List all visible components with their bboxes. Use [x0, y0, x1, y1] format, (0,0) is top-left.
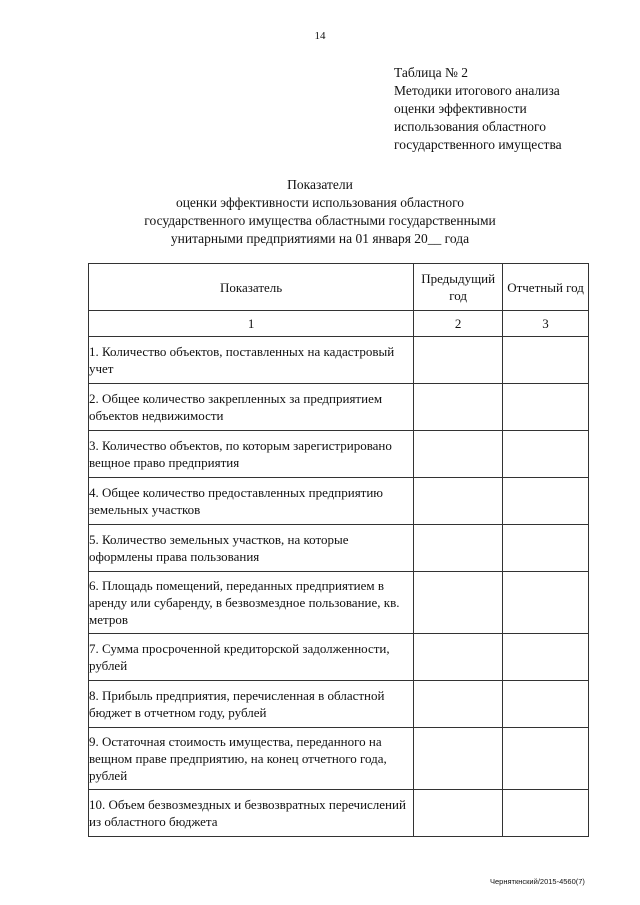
- previous-year-cell: [414, 790, 503, 837]
- document-title: [0, 176, 640, 248]
- current-year-cell: [503, 681, 589, 728]
- indicator-label: 1. Количество объектов, поставленных на кадастровый учет: [89, 337, 414, 384]
- page-number: 14: [314, 30, 326, 42]
- title-line: оценки эффективности использования областного: [175, 195, 465, 210]
- table-row: [89, 634, 589, 681]
- previous-year-cell: [414, 478, 503, 525]
- current-year-cell: [503, 790, 589, 837]
- indicator-label: 6. Площадь помещений, переданных предприятием в аренду или субаренду, в безвозмездное пользование, кв. метров: [89, 572, 414, 634]
- current-year-cell: [503, 634, 589, 681]
- current-year-cell: [503, 431, 589, 478]
- table-row: [89, 572, 589, 634]
- indicator-label: 4. Общее количество предоставленных предприятию земельных участков: [89, 478, 414, 525]
- header-indicator: Показатель: [89, 264, 414, 311]
- title-line: государственного имущества областными государственными: [144, 213, 496, 228]
- table-row: [89, 431, 589, 478]
- column-number-row: [89, 311, 589, 337]
- indicator-label: 2. Общее количество закрепленных за предприятием объектов недвижимости: [89, 384, 414, 431]
- column-number: 1: [89, 311, 414, 337]
- attachment-line: Методики итогового анализа: [394, 83, 560, 98]
- indicator-label: 9. Остаточная стоимость имущества, переданного на вещном праве предприятию, на конец отчетного года, рублей: [89, 728, 414, 790]
- header-previous-year: Предыдущий год: [414, 264, 503, 311]
- previous-year-cell: [414, 634, 503, 681]
- current-year-cell: [503, 728, 589, 790]
- current-year-cell: [503, 384, 589, 431]
- indicator-label: 3. Количество объектов, по которым зарегистрировано вещное право предприятия: [89, 431, 414, 478]
- column-number: 2: [414, 311, 503, 337]
- previous-year-cell: [414, 525, 503, 572]
- indicators-table: [88, 263, 589, 837]
- attachment-line: использования областного: [394, 119, 546, 134]
- column-number: 3: [503, 311, 589, 337]
- attachment-line: оценки эффективности: [394, 101, 527, 116]
- table-row: [89, 384, 589, 431]
- indicator-label: 7. Сумма просроченной кредиторской задолженности, рублей: [89, 634, 414, 681]
- table-row: [89, 728, 589, 790]
- attachment-line: Таблица № 2: [394, 65, 468, 80]
- footer-stamp: Черняткнский/2015-4560(7): [490, 877, 585, 886]
- current-year-cell: [503, 478, 589, 525]
- current-year-cell: [503, 572, 589, 634]
- title-line: Показатели: [287, 177, 353, 192]
- header-current-year: Отчетный год: [503, 264, 589, 311]
- current-year-cell: [503, 525, 589, 572]
- table-row: [89, 681, 589, 728]
- attachment-note: [394, 64, 562, 154]
- table-header-row: [89, 264, 589, 311]
- title-line: унитарными предприятиями на 01 января 20__ года: [170, 231, 470, 246]
- current-year-cell: [503, 337, 589, 384]
- table-row: [89, 790, 589, 837]
- attachment-line: государственного имущества: [394, 137, 562, 152]
- previous-year-cell: [414, 681, 503, 728]
- previous-year-cell: [414, 337, 503, 384]
- indicator-label: 10. Объем безвозмездных и безвозвратных перечислений из областного бюджета: [89, 790, 414, 837]
- previous-year-cell: [414, 384, 503, 431]
- previous-year-cell: [414, 728, 503, 790]
- table-row: [89, 525, 589, 572]
- indicator-label: 8. Прибыль предприятия, перечисленная в областной бюджет в отчетном году, рублей: [89, 681, 414, 728]
- indicator-label: 5. Количество земельных участков, на которые оформлены права пользования: [89, 525, 414, 572]
- previous-year-cell: [414, 572, 503, 634]
- table-row: [89, 337, 589, 384]
- table-row: [89, 478, 589, 525]
- previous-year-cell: [414, 431, 503, 478]
